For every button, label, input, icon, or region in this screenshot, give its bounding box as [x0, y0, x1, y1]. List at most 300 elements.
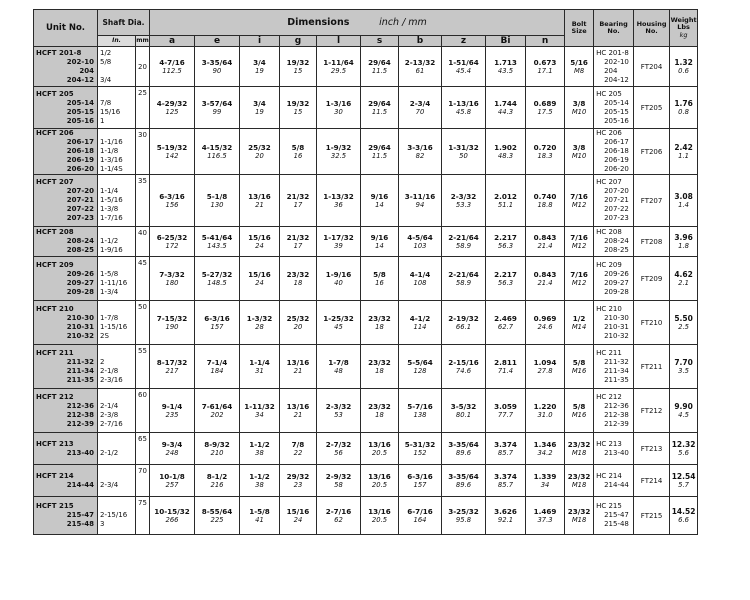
unit-no: 205-14 — [66, 98, 94, 107]
dim-cell — [150, 301, 195, 345]
dim-inch-value: 3.626 — [494, 506, 517, 516]
dim-mm-value: 40 — [334, 278, 343, 287]
dim-inch-value: 13/16 — [286, 357, 310, 367]
dim-cell — [399, 175, 442, 227]
weight-cell — [670, 227, 698, 257]
dim-cell — [526, 465, 565, 497]
dim-inch-value: 2-9/32 — [325, 471, 352, 481]
dim-mm-value: 210 — [210, 448, 224, 457]
dim-inch-value: 23/32 — [286, 269, 310, 279]
bearing-no: 206-19 — [604, 156, 629, 164]
dim-cell — [486, 175, 526, 227]
weight-cell — [670, 345, 698, 389]
unit-no: 211-32 — [66, 357, 94, 366]
dim-mm-value: 66.1 — [455, 322, 472, 331]
bearing-no: HC 213 — [596, 439, 622, 448]
dim-inch-value: 1.339 — [533, 471, 557, 481]
dim-cell — [486, 389, 526, 433]
shaft-inch-cell — [98, 227, 136, 257]
dim-inch-value: 1-9/16 — [325, 269, 352, 279]
dim-inch-value: 3/4 — [253, 98, 266, 108]
unit-no: 211-34 — [66, 366, 94, 375]
dim-cell — [240, 47, 280, 87]
dim-inch-value: 1-25/32 — [323, 313, 354, 323]
bolt-size-metric: M12 — [571, 241, 587, 250]
header-dim-col: i — [240, 36, 280, 47]
dim-inch-value: 2-7/16 — [325, 506, 352, 516]
bolt-size-metric: M16 — [571, 366, 587, 375]
bearing-no-cell — [594, 301, 634, 345]
dim-cell — [195, 257, 240, 301]
unit-no: 208-25 — [66, 246, 94, 254]
bearing-no: 207-23 — [604, 214, 629, 222]
unit-no-cell — [34, 497, 98, 535]
dim-mm-value: 34 — [255, 410, 264, 419]
dim-mm-value: 152 — [413, 448, 427, 457]
shaft-inch: 2S — [100, 331, 109, 340]
shaft-inch: 2-3/4 — [100, 480, 119, 489]
bearing-no: 206-20 — [604, 165, 629, 173]
bolt-size-metric: M18 — [571, 480, 587, 489]
dim-mm-value: 90 — [212, 66, 222, 75]
bolt-size-inch: 3/8 — [572, 98, 586, 108]
housing-no: FT205 — [634, 87, 670, 129]
shaft-inch: 2 — [100, 357, 105, 366]
dim-cell — [399, 465, 442, 497]
dim-cell — [195, 389, 240, 433]
weight-lbs: 3.96 — [674, 232, 693, 242]
unit-no: 212-38 — [66, 410, 94, 419]
shaft-inch: 2-15/16 — [100, 511, 128, 519]
dim-cell — [399, 433, 442, 465]
housing-no: FT211 — [634, 345, 670, 389]
dim-inch-value: 5-27/32 — [201, 269, 233, 279]
weight-kg: 4.5 — [678, 410, 689, 419]
bearing-no: 209-28 — [604, 287, 629, 296]
shaft-mm: 35 — [136, 175, 150, 227]
dim-inch-value: 0.689 — [533, 98, 557, 108]
dim-cell — [195, 301, 240, 345]
dim-mm-value: 11.5 — [371, 107, 388, 116]
shaft-inch: 2-3/16 — [100, 375, 123, 384]
dim-inch-value: 2-3/4 — [409, 98, 431, 108]
dim-inch-value: 4-5/64 — [407, 232, 433, 242]
dim-mm-value: 20.5 — [371, 448, 388, 457]
weight-lbs: 12.54 — [671, 471, 696, 481]
dim-mm-value: 16 — [293, 151, 303, 160]
bearing-no-cell — [594, 129, 634, 175]
dim-mm-value: 45 — [334, 322, 343, 331]
shaft-inch — [100, 305, 135, 314]
bolt-size-cell — [565, 47, 594, 87]
weight-cell — [670, 129, 698, 175]
bearing-no: 210-31 — [604, 322, 629, 331]
dim-cell — [442, 345, 486, 389]
dim-cell — [280, 301, 317, 345]
shaft-mm: 70 — [136, 465, 150, 497]
bolt-size-cell — [565, 389, 594, 433]
unit-no: 202-10 — [66, 57, 94, 66]
header-weight: Weight Lbs kg — [670, 10, 698, 47]
dim-inch-value: 4-1/2 — [409, 313, 431, 323]
dim-mm-value: 37.3 — [537, 515, 553, 524]
shaft-mm: 30 — [136, 129, 150, 175]
shaft-inch: 1-9/16 — [100, 246, 123, 254]
dim-inch-value: 1-3/32 — [246, 313, 273, 323]
shaft-mm: 60 — [136, 389, 150, 433]
dim-cell — [317, 47, 361, 87]
dim-mm-value: 36 — [334, 200, 343, 209]
dim-mm-value: 156 — [165, 200, 179, 209]
bearing-no: 208-24 — [604, 237, 629, 245]
dim-inch-value: 3-11/16 — [404, 191, 436, 201]
weight-cell — [670, 433, 698, 465]
dim-inch-value: 5-1/8 — [206, 191, 228, 201]
header-shaft-mm: mm — [136, 36, 150, 47]
dim-mm-value: 202 — [210, 410, 224, 419]
dim-mm-value: 235 — [165, 410, 179, 419]
dim-cell — [280, 433, 317, 465]
dim-mm-value: 128 — [413, 366, 427, 375]
bearing-no: 204-12 — [604, 75, 629, 84]
shaft-inch-cell — [98, 345, 136, 389]
weight-cell — [670, 497, 698, 535]
bolt-size-metric: M16 — [571, 410, 587, 419]
dim-cell — [399, 257, 442, 301]
dim-cell — [442, 389, 486, 433]
dim-mm-value: 24 — [255, 241, 264, 250]
bolt-size-inch: 23/32 — [567, 471, 591, 481]
dim-inch-value: 1.220 — [533, 401, 557, 411]
bearing-no: HC 210 — [596, 304, 622, 313]
dim-mm-value: 164 — [413, 515, 427, 524]
dim-mm-value: 43.5 — [497, 66, 514, 75]
dim-mm-value: 18.8 — [537, 200, 553, 209]
dim-inch-value: 21/32 — [286, 232, 310, 242]
dim-mm-value: 114 — [413, 322, 427, 331]
dim-mm-value: 20 — [255, 151, 264, 160]
dim-mm-value: 21.4 — [537, 278, 553, 287]
dim-inch-value: 8-1/2 — [206, 471, 228, 481]
bolt-size-cell — [565, 497, 594, 535]
shaft-inch: 1-5/8 — [100, 269, 119, 278]
bearing-no: 205-15 — [604, 107, 629, 116]
dim-mm-value: 15 — [293, 66, 303, 75]
dim-inch-value: 3-3/16 — [407, 142, 433, 152]
bolt-size-metric: M12 — [571, 200, 587, 209]
shaft-inch-cell — [98, 433, 136, 465]
shaft-inch — [100, 261, 135, 270]
dim-mm-value: 48.3 — [497, 151, 514, 160]
bearing-no-cell — [594, 345, 634, 389]
dim-mm-value: 130 — [210, 200, 224, 209]
dim-cell — [399, 345, 442, 389]
dim-mm-value: 50 — [459, 151, 468, 160]
spec-table-wrapper — [33, 9, 698, 535]
dim-mm-value: 18 — [293, 278, 303, 287]
dim-mm-value: 217 — [165, 366, 179, 375]
dim-cell — [442, 87, 486, 129]
header-shaft-in: In. — [98, 36, 136, 47]
dim-mm-value: 17 — [293, 200, 303, 209]
dim-mm-value: 85.7 — [497, 448, 514, 457]
shaft-inch — [100, 472, 135, 481]
dim-mm-value: 30 — [334, 107, 343, 116]
dim-mm-value: 45.4 — [455, 66, 472, 75]
dim-cell — [317, 227, 361, 257]
dim-inch-value: 0.740 — [533, 191, 557, 201]
dim-inch-value: 7-1/4 — [206, 357, 228, 367]
weight-lbs: 7.70 — [674, 357, 693, 367]
dim-cell — [486, 257, 526, 301]
dim-mm-value: 58.9 — [455, 278, 472, 287]
bearing-no: 210-32 — [604, 331, 629, 340]
dim-inch-value: 1-9/32 — [325, 142, 352, 152]
bolt-size-inch: 5/8 — [572, 401, 586, 411]
header-dim-col: a — [150, 36, 195, 47]
shaft-inch: 1-1/4 — [100, 187, 119, 195]
unit-no-cell — [34, 433, 98, 465]
dim-cell — [240, 175, 280, 227]
dim-inch-value: 13/16 — [368, 506, 391, 516]
weight-kg: 1.8 — [678, 241, 689, 250]
bearing-no: 209-27 — [604, 278, 629, 287]
dim-inch-value: 9/16 — [370, 232, 389, 242]
dim-mm-value: 51.1 — [497, 200, 514, 209]
dim-cell — [195, 129, 240, 175]
dim-inch-value: 2.811 — [494, 357, 517, 367]
dim-cell — [526, 129, 565, 175]
unit-no: HCFT 205 — [36, 89, 74, 98]
dim-cell — [195, 345, 240, 389]
dim-mm-value: 21.4 — [537, 241, 553, 250]
dim-cell — [526, 389, 565, 433]
dim-mm-value: 53.3 — [455, 200, 472, 209]
dim-mm-value: 99 — [212, 107, 222, 116]
bearing-no: 206-18 — [604, 147, 629, 155]
unit-no-cell — [34, 345, 98, 389]
housing-no: FT213 — [634, 433, 670, 465]
dim-inch-value: 1-7/8 — [328, 357, 349, 367]
housing-no: FT208 — [634, 227, 670, 257]
dim-cell — [317, 389, 361, 433]
shaft-inch-cell — [98, 257, 136, 301]
dim-cell — [526, 47, 565, 87]
unit-no: 210-31 — [66, 322, 94, 331]
bearing-no: HC 206 — [596, 129, 622, 137]
bearing-no: 210-30 — [604, 313, 629, 322]
dim-inch-value: 1-13/32 — [323, 191, 354, 201]
dim-mm-value: 61 — [415, 66, 425, 75]
dim-inch-value: 0.843 — [533, 269, 557, 279]
dim-inch-value: 15/16 — [286, 506, 310, 516]
bearing-no: 208-25 — [604, 246, 629, 254]
dim-inch-value: 1.713 — [494, 57, 517, 67]
header-dim-col: Bi — [486, 36, 526, 47]
dim-cell — [399, 47, 442, 87]
header-dimensions: Dimensions inch / mm — [150, 10, 565, 36]
dim-inch-value: 1-13/16 — [448, 98, 479, 108]
dim-cell — [526, 87, 565, 129]
weight-lbs: 3.08 — [674, 191, 693, 201]
unit-no: HCFT 209 — [36, 260, 74, 269]
shaft-inch: 1-15/16 — [100, 322, 128, 331]
housing-no: FT212 — [634, 389, 670, 433]
shaft-mm: 55 — [136, 345, 150, 389]
shaft-mm: 40 — [136, 227, 150, 257]
bearing-no-cell — [594, 227, 634, 257]
shaft-inch — [100, 393, 135, 402]
dim-inch-value: 2-13/32 — [404, 57, 436, 67]
dim-mm-value: 157 — [210, 322, 224, 331]
shaft-inch: 2-3/8 — [100, 410, 119, 419]
table-row — [34, 497, 698, 535]
housing-no: FT215 — [634, 497, 670, 535]
unit-no: 209-28 — [66, 287, 94, 296]
dim-cell — [442, 433, 486, 465]
dim-mm-value: 20.5 — [371, 515, 388, 524]
header-dim-col: s — [361, 36, 399, 47]
dim-inch-value: 1-31/32 — [448, 142, 479, 152]
dim-cell — [280, 129, 317, 175]
dim-inch-value: 29/64 — [368, 57, 391, 67]
dim-mm-value: 74.6 — [455, 366, 472, 375]
dim-inch-value: 6-7/16 — [407, 506, 433, 516]
dim-mm-value: 19 — [255, 107, 264, 116]
bearing-no: 215-47 — [604, 511, 629, 519]
unit-no: 209-26 — [66, 269, 94, 278]
dim-inch-value: 7-15/32 — [156, 313, 188, 323]
bolt-size-inch: 23/32 — [567, 439, 591, 449]
shaft-inch: 1-3/4 — [100, 287, 119, 296]
dim-cell — [361, 389, 399, 433]
table-row — [34, 227, 698, 257]
weight-lbs: 5.50 — [674, 313, 693, 323]
bearing-no: 207-22 — [604, 205, 629, 213]
shaft-inch: 2-1/8 — [100, 366, 119, 375]
dim-mm-value: 22 — [293, 448, 303, 457]
dim-mm-value: 39 — [334, 241, 343, 250]
dim-cell — [526, 257, 565, 301]
bearing-no: 211-34 — [604, 366, 629, 375]
dim-inch-value: 4-29/32 — [156, 98, 188, 108]
bearing-no: HC 201-8 — [596, 48, 629, 57]
dim-cell — [486, 345, 526, 389]
bearing-no: 212-39 — [604, 419, 629, 428]
weight-lbs: 4.62 — [674, 269, 693, 279]
dim-cell — [150, 175, 195, 227]
dim-inch-value: 3-35/64 — [201, 57, 233, 67]
bearing-no: 207-20 — [604, 187, 629, 195]
dim-inch-value: 2.469 — [494, 313, 517, 323]
dim-inch-value: 3-57/64 — [201, 98, 233, 108]
bearing-no: 205-14 — [604, 98, 629, 107]
bearing-no-cell — [594, 465, 634, 497]
dim-mm-value: 216 — [210, 480, 224, 489]
dim-cell — [486, 497, 526, 535]
dim-inch-value: 5/8 — [291, 142, 305, 152]
unit-no-cell — [34, 227, 98, 257]
dim-cell — [280, 497, 317, 535]
dim-cell — [361, 465, 399, 497]
unit-no-cell — [34, 87, 98, 129]
dim-inch-value: 3.059 — [494, 401, 517, 411]
unit-no: 206-17 — [66, 138, 94, 146]
unit-no: HCFT 215 — [36, 502, 74, 510]
dimensions-table — [33, 9, 698, 535]
dim-inch-value: 4-15/32 — [201, 142, 233, 152]
dim-cell — [442, 301, 486, 345]
shaft-mm: 20 — [136, 47, 150, 87]
dim-inch-value: 19/32 — [286, 98, 310, 108]
dim-inch-value: 6-25/32 — [156, 232, 188, 242]
dim-cell — [280, 227, 317, 257]
dim-inch-value: 5-41/64 — [201, 232, 233, 242]
dim-cell — [195, 465, 240, 497]
dim-inch-value: 1-11/64 — [323, 57, 354, 67]
dim-cell — [399, 389, 442, 433]
dim-inch-value: 2-15/16 — [448, 357, 479, 367]
shaft-inch: 1 — [100, 116, 105, 125]
dim-mm-value: 31 — [255, 366, 264, 375]
bearing-no: 215-48 — [604, 520, 629, 528]
dim-inch-value: 2-3/32 — [450, 191, 477, 201]
dim-cell — [526, 497, 565, 535]
dim-inch-value: 8-55/64 — [201, 506, 233, 516]
shaft-mm: 50 — [136, 301, 150, 345]
dim-cell — [317, 257, 361, 301]
weight-kg: 2.5 — [678, 322, 689, 331]
shaft-inch: 1-1/16 — [100, 138, 123, 146]
dim-mm-value: 18.3 — [537, 151, 553, 160]
shaft-inch: 15/16 — [100, 107, 121, 116]
dim-mm-value: 17.1 — [537, 66, 553, 75]
unit-no-cell — [34, 465, 98, 497]
bearing-no: 207-21 — [604, 196, 629, 204]
weight-cell — [670, 175, 698, 227]
dim-mm-value: 56 — [334, 448, 343, 457]
dim-cell — [195, 47, 240, 87]
dim-cell — [150, 389, 195, 433]
unit-no: 207-21 — [66, 196, 94, 204]
dim-mm-value: 24.6 — [537, 322, 553, 331]
dim-inch-value: 23/32 — [368, 401, 391, 411]
dim-mm-value: 62 — [334, 515, 343, 524]
weight-kg: 1.1 — [678, 151, 689, 160]
dim-inch-value: 19/32 — [286, 57, 310, 67]
dim-cell — [442, 227, 486, 257]
dim-mm-value: 17.5 — [537, 107, 553, 116]
dim-cell — [317, 497, 361, 535]
dim-cell — [195, 175, 240, 227]
weight-cell — [670, 465, 698, 497]
dim-inch-value: 13/16 — [368, 439, 391, 449]
dim-cell — [240, 129, 280, 175]
bolt-size-cell — [565, 129, 594, 175]
bearing-no: HC 214 — [596, 471, 622, 480]
bearing-no: 211-32 — [604, 357, 629, 366]
unit-no: 210-32 — [66, 331, 94, 340]
bolt-size-inch: 5/16 — [570, 57, 588, 67]
dim-inch-value: 0.673 — [533, 57, 557, 67]
dim-mm-value: 28 — [255, 322, 264, 331]
housing-no: FT210 — [634, 301, 670, 345]
unit-no: 212-39 — [66, 419, 94, 428]
dim-cell — [240, 345, 280, 389]
dim-inch-value: 5/8 — [373, 269, 386, 279]
shaft-inch: 3/4 — [100, 75, 112, 84]
dim-mm-value: 116.5 — [207, 151, 227, 160]
